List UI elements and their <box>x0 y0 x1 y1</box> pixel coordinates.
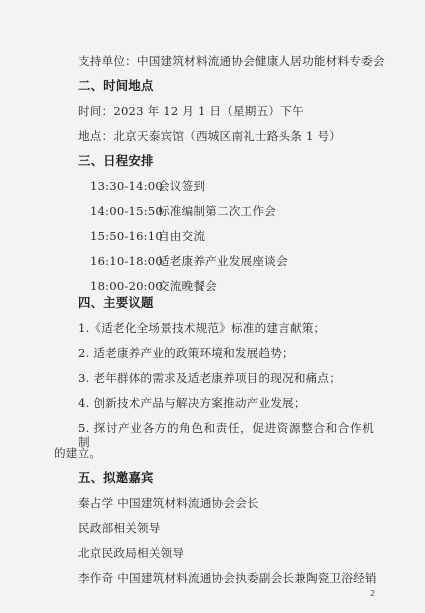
guest-item: 李作奇 中国建筑材料流通协会执委副会长兼陶瓷卫浴经销 <box>78 571 377 585</box>
topic-item: 3. 老年群体的需求及适老康养项目的现况和痛点； <box>78 371 342 385</box>
guest-item: 秦占学 中国建筑材料流通协会会长 <box>78 496 259 510</box>
page-number: 2 <box>370 589 376 598</box>
support-unit-line: 支持单位：中国建筑材料流通协会健康人居功能材料专委会 <box>78 54 385 68</box>
topic-item: 4. 创新技术产品与解决方案推动产业发展； <box>78 396 306 410</box>
schedule-time: 14:00-15:50 <box>90 204 163 218</box>
schedule-event: 标准编制第二次工作会 <box>158 204 276 218</box>
schedule-time: 16:10-18:00 <box>90 254 163 268</box>
section-topics-heading: 四、主要议题 <box>78 295 154 310</box>
schedule-event: 自由交流 <box>158 229 206 243</box>
section-schedule-heading: 三、日程安排 <box>78 153 154 168</box>
topic-item: 2. 适老康养产业的政策环境和发展趋势； <box>78 346 294 360</box>
schedule-event: 会议签到 <box>158 179 206 193</box>
topic-item-5-continuation: 的建立。 <box>54 446 102 460</box>
topic-item-5: 5. 探讨产业各方的角色和责任，促进资源整合和合作机制 <box>78 421 374 449</box>
schedule-item <box>90 204 276 218</box>
schedule-time: 18:00-20:00 <box>90 279 163 293</box>
section-guests-heading: 五、拟邀嘉宾 <box>78 470 154 485</box>
schedule-item <box>90 279 217 293</box>
meeting-place: 地点：北京天泰宾馆（西城区南礼士路头条 1 号） <box>78 129 342 143</box>
section-time-place-heading: 二、时间地点 <box>78 78 154 93</box>
schedule-item <box>90 179 205 193</box>
schedule-time: 13:30-14:00 <box>90 179 163 193</box>
schedule-item <box>90 254 288 268</box>
schedule-item <box>90 229 205 243</box>
meeting-time: 时间：2023 年 12 月 1 日（星期五）下午 <box>78 104 304 118</box>
topic-item: 1.《适老化全场景技术规范》标准的建言献策； <box>78 321 326 335</box>
schedule-time: 15:50-16:10 <box>90 229 163 243</box>
guest-item: 民政部相关领导 <box>78 521 161 535</box>
schedule-event: 适老康养产业发展座谈会 <box>158 254 288 268</box>
guest-item: 北京民政局相关领导 <box>78 546 185 560</box>
schedule-event: 交流晚餐会 <box>158 279 217 293</box>
